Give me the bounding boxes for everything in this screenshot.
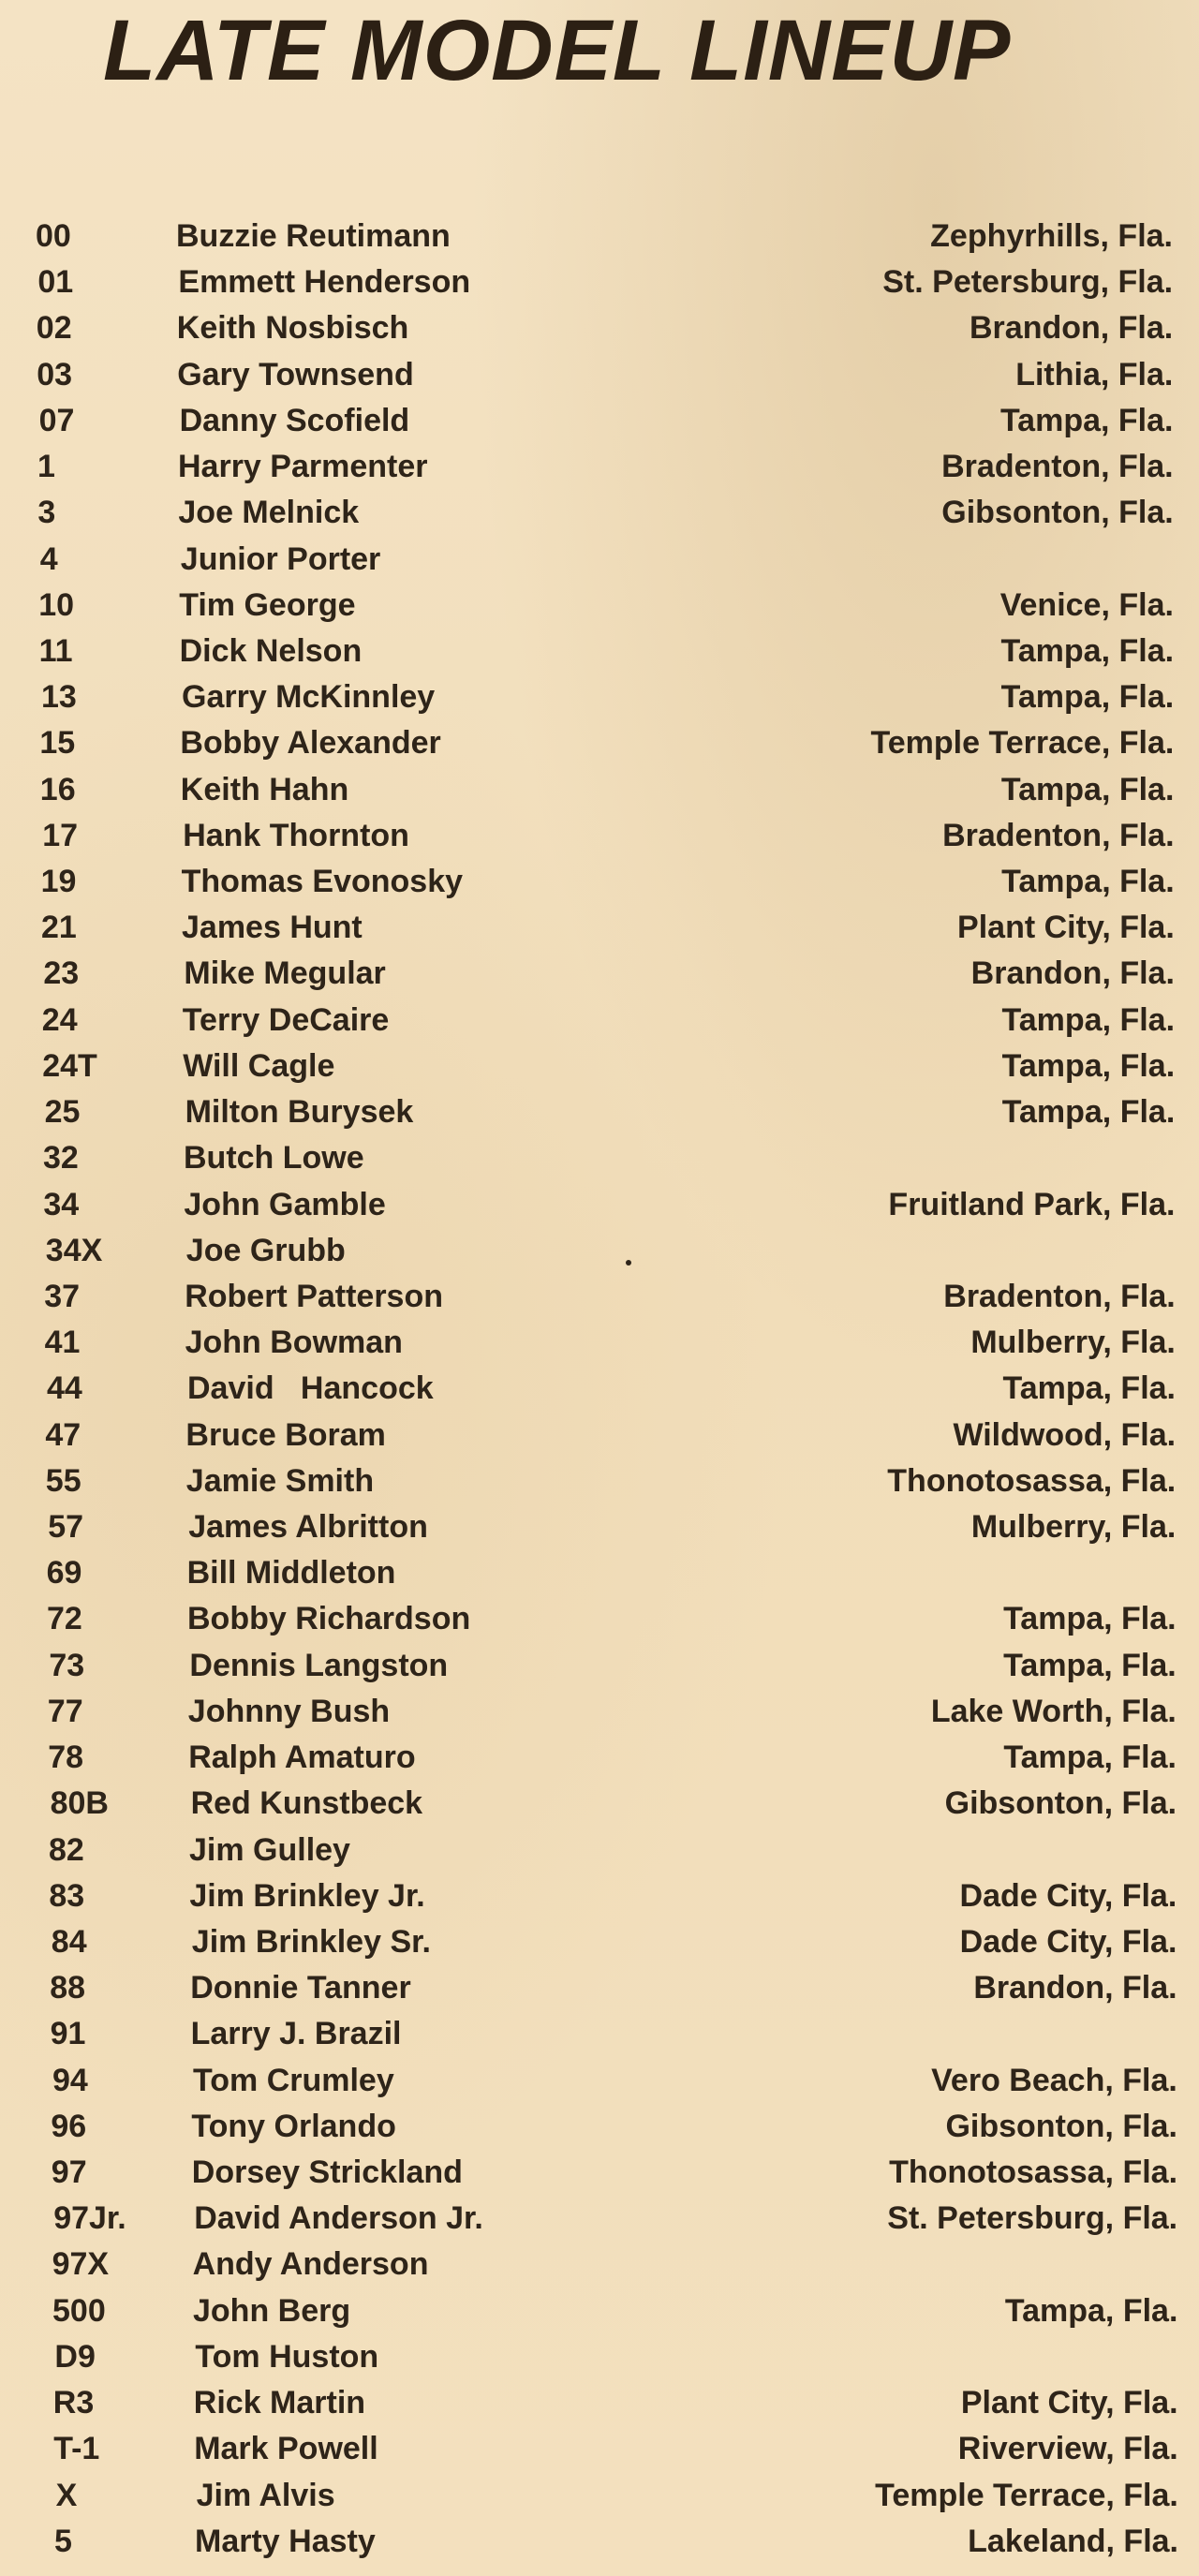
list-item [40, 767, 1175, 812]
hometown: Wildwood, Fla. [953, 1417, 1177, 1453]
car-number: 32 [43, 1140, 79, 1176]
dot-leader [340, 1044, 996, 1088]
driver-name: Dennis Langston [189, 1648, 449, 1683]
driver-name: Dick Nelson [179, 633, 363, 669]
list-item [51, 1781, 1177, 1826]
hometown: Tampa, Fla. [1002, 1370, 1176, 1406]
hometown: Dade City, Fla. [959, 1878, 1177, 1914]
dot-leader [437, 1919, 955, 1964]
list-item [49, 1828, 1177, 1873]
driver-name: Joe Grubb [185, 1233, 346, 1268]
car-number: 17 [42, 818, 79, 853]
list-item [47, 1550, 1177, 1595]
dot-leader [381, 2519, 962, 2564]
driver-name: Jim Alvis [196, 2478, 335, 2513]
dot-leader [392, 1182, 883, 1227]
list-item [52, 1919, 1177, 1964]
dot-leader [468, 859, 996, 904]
hometown: Dade City, Fla. [959, 1924, 1177, 1960]
dot-leader [476, 1596, 998, 1641]
car-number: 00 [36, 218, 71, 254]
driver-name: Keith Hahn [180, 772, 349, 807]
car-number: 77 [47, 1694, 83, 1729]
list-item [49, 1873, 1177, 1918]
dot-leader [402, 2104, 940, 2149]
dot-leader [434, 1504, 966, 1549]
hometown: Bradenton, Fla. [941, 449, 1174, 484]
car-number: 69 [46, 1555, 82, 1591]
driver-name: Garry McKinnley [182, 679, 436, 715]
hometown: Lithia, Fla. [1015, 357, 1174, 392]
driver-name: Robert Patterson [185, 1279, 444, 1314]
car-number: D9 [54, 2339, 96, 2375]
driver-name: Larry J. Brazil [190, 2016, 402, 2051]
hometown: Thonotosassa, Fla. [887, 1463, 1177, 1499]
car-number: 34 [43, 1187, 80, 1222]
list-item [39, 629, 1174, 674]
car-number: X [55, 2478, 78, 2513]
driver-name: James Hunt [182, 910, 363, 945]
driver-name: Buzzie Reutimann [176, 218, 451, 254]
list-item [51, 2104, 1177, 2149]
car-number: 97X [52, 2246, 110, 2282]
list-item [43, 1135, 1175, 1180]
car-number: R3 [52, 2385, 95, 2421]
driver-name: Tom Crumley [193, 2063, 394, 2098]
list-item [52, 2288, 1177, 2333]
list-item [41, 674, 1174, 719]
driver-name: Dorsey Strickland [191, 2154, 463, 2190]
hometown: Lake Worth, Fla. [930, 1694, 1177, 1729]
driver-name: Mark Powell [194, 2431, 378, 2466]
hometown: Brandon, Fla. [970, 955, 1175, 991]
hometown: Tampa, Fla. [1003, 1740, 1177, 1775]
driver-name: Ralph Amaturo [188, 1740, 416, 1775]
car-number: 4 [39, 541, 58, 577]
dot-leader [371, 2380, 955, 2425]
list-item [45, 1320, 1176, 1365]
list-item [41, 905, 1175, 950]
driver-name: Gary Townsend [177, 357, 414, 392]
dot-leader [400, 2058, 925, 2103]
car-number: 83 [49, 1878, 85, 1914]
car-number: 44 [47, 1370, 82, 1406]
list-item [44, 1274, 1176, 1319]
list-item [37, 259, 1173, 304]
driver-name: Keith Nosbisch [176, 310, 409, 346]
list-item [53, 2380, 1178, 2425]
car-number: 78 [48, 1740, 84, 1775]
list-item [36, 214, 1173, 259]
hometown: Temple Terrace, Fla. [875, 2478, 1178, 2513]
lineup-list [0, 214, 1199, 2565]
hometown: Riverview, Fla. [957, 2431, 1178, 2466]
hometown: Gibsonton, Fla. [944, 1785, 1177, 1821]
car-number: T-1 [53, 2431, 100, 2466]
hometown: Plant City, Fla. [957, 910, 1175, 945]
driver-name: Marty Hasty [195, 2524, 376, 2559]
car-number: 80B [50, 1785, 109, 1821]
driver-name: Harry Parmenter [178, 449, 428, 484]
dot-leader [419, 1089, 996, 1134]
driver-name: Red Kunstbeck [190, 1785, 423, 1821]
dot-leader [415, 813, 937, 858]
list-item [45, 1089, 1176, 1134]
list-item [39, 720, 1174, 765]
list-item [42, 813, 1174, 858]
list-item [48, 1735, 1177, 1780]
list-item [37, 305, 1173, 350]
list-item [53, 2426, 1178, 2471]
driver-name: Joe Melnick [178, 495, 360, 530]
list-item [37, 444, 1174, 489]
list-item [54, 2334, 1177, 2379]
list-item [52, 2242, 1178, 2287]
hometown: Tampa, Fla. [1000, 633, 1175, 669]
driver-name: James Albritton [188, 1509, 428, 1545]
car-number: 97 [51, 2154, 87, 2190]
list-item [52, 2058, 1177, 2103]
dot-leader [392, 951, 966, 996]
dot-leader [449, 1274, 938, 1319]
car-number: 15 [39, 725, 76, 761]
driver-name: Andy Anderson [192, 2246, 429, 2282]
car-number: 24 [41, 1002, 78, 1038]
car-number: 21 [41, 910, 77, 945]
dot-leader [428, 1781, 940, 1826]
list-item [52, 2150, 1177, 2195]
dot-leader [394, 998, 996, 1043]
car-number: 55 [45, 1463, 81, 1499]
car-number: 96 [51, 2109, 87, 2144]
hometown: Tampa, Fla. [1003, 1601, 1177, 1636]
hometown: Tampa, Fla. [1001, 1094, 1176, 1130]
dot-leader [447, 720, 866, 765]
list-item [48, 1689, 1177, 1734]
hometown: Thonotosassa, Fla. [889, 2154, 1178, 2190]
car-number: 13 [41, 679, 77, 715]
list-item [47, 1366, 1176, 1411]
car-number: 10 [38, 587, 75, 623]
list-item [49, 1643, 1176, 1688]
list-item [42, 998, 1175, 1043]
driver-name: Mike Megular [184, 955, 386, 991]
driver-name: John Gamble [184, 1187, 386, 1222]
hometown: St. Petersburg, Fla. [882, 264, 1174, 300]
list-item [53, 2196, 1177, 2241]
dot-leader [408, 1320, 965, 1365]
driver-name: Hank Thornton [183, 818, 409, 853]
list-item [43, 951, 1175, 996]
dot-leader [431, 1873, 955, 1918]
hometown: Tampa, Fla. [1000, 772, 1175, 807]
driver-name: Bruce Boram [185, 1417, 386, 1453]
hometown: Lakeland, Fla. [968, 2524, 1178, 2559]
driver-name: Emmett Henderson [178, 264, 471, 300]
dot-leader [395, 1689, 925, 1734]
dot-leader [384, 2426, 953, 2471]
driver-name: Milton Burysek [185, 1094, 414, 1130]
list-item [50, 1965, 1177, 2010]
dot-leader [415, 398, 995, 443]
dot-leader [362, 583, 995, 628]
car-number: 72 [47, 1601, 82, 1636]
car-number: 16 [39, 772, 76, 807]
car-number: 73 [49, 1648, 85, 1683]
hometown: Bradenton, Fla. [942, 818, 1175, 853]
print-speck [626, 1260, 631, 1266]
car-number: 23 [43, 955, 80, 991]
dot-leader [392, 1413, 948, 1458]
dot-leader [368, 905, 952, 950]
car-number: 1 [37, 449, 55, 484]
dot-leader [433, 444, 936, 489]
dot-leader [456, 214, 925, 259]
car-number: 97Jr. [53, 2200, 126, 2236]
list-item [47, 1596, 1177, 1641]
hometown: Venice, Fla. [999, 587, 1174, 623]
list-item [41, 859, 1175, 904]
hometown: Vero Beach, Fla. [931, 2063, 1177, 2098]
car-number: 84 [51, 1924, 87, 1960]
car-number: 91 [50, 2016, 86, 2051]
dot-leader [367, 629, 995, 674]
dot-leader [422, 1735, 999, 1780]
hometown: Mulberry, Fla. [970, 1509, 1177, 1545]
car-number: 41 [44, 1325, 81, 1360]
list-item [51, 2011, 1177, 2056]
hometown: Brandon, Fla. [973, 1970, 1177, 2006]
car-number: 02 [36, 310, 72, 346]
dot-leader [439, 1366, 998, 1411]
hometown: Temple Terrace, Fla. [870, 725, 1175, 761]
driver-name: Jim Gulley [189, 1832, 350, 1868]
list-item [46, 1458, 1176, 1503]
driver-name: Thomas Evonosky [181, 864, 464, 899]
hometown: Gibsonton, Fla. [945, 2109, 1177, 2144]
driver-name: Rick Martin [193, 2385, 366, 2421]
car-number: 82 [49, 1832, 84, 1868]
dot-leader [341, 2473, 869, 2518]
driver-name: Bobby Alexander [180, 725, 441, 761]
list-item [39, 398, 1174, 443]
hometown: Tampa, Fla. [1004, 2293, 1178, 2329]
dot-leader [476, 259, 877, 304]
dot-leader [364, 490, 936, 535]
hometown: Tampa, Fla. [1003, 1648, 1177, 1683]
car-number: 3 [37, 495, 56, 530]
car-number: 34X [45, 1233, 103, 1268]
driver-name: Jim Brinkley Jr. [189, 1878, 425, 1914]
driver-name: John Bowman [185, 1325, 403, 1360]
hometown: Mulberry, Fla. [970, 1325, 1176, 1360]
hometown: Zephyrhills, Fla. [930, 218, 1173, 254]
car-number: 57 [48, 1509, 84, 1545]
list-item [54, 2519, 1178, 2564]
hometown: Gibsonton, Fla. [941, 495, 1174, 530]
hometown: Brandon, Fla. [970, 310, 1174, 346]
driver-name: Bill Middleton [186, 1555, 396, 1591]
dot-leader [379, 1458, 881, 1503]
car-number: 24T [42, 1048, 97, 1084]
driver-name: Jim Brinkley Sr. [191, 1924, 431, 1960]
hometown: Tampa, Fla. [1001, 864, 1175, 899]
car-number: 37 [44, 1279, 81, 1314]
car-number: 25 [44, 1094, 81, 1130]
dot-leader [356, 2288, 999, 2333]
driver-name: Bobby Richardson [187, 1601, 471, 1636]
list-item [45, 1413, 1176, 1458]
list-item [38, 583, 1174, 628]
hometown: Tampa, Fla. [1001, 1048, 1176, 1084]
driver-name: Donnie Tanner [190, 1970, 411, 2006]
page-title: LATE MODEL LINEUP [103, 3, 1012, 98]
driver-name: David Hancock [187, 1370, 434, 1406]
driver-name: Butch Lowe [184, 1140, 364, 1176]
car-number: 500 [52, 2293, 106, 2329]
driver-name: Danny Scofield [179, 403, 410, 438]
car-number: 07 [38, 403, 75, 438]
car-number: 88 [50, 1970, 86, 2006]
dot-leader [420, 352, 1011, 397]
dot-leader [468, 2150, 883, 2195]
dot-leader [440, 674, 995, 719]
hometown: Bradenton, Fla. [943, 1279, 1176, 1314]
driver-name: Junior Porter [180, 541, 381, 577]
list-item [48, 1504, 1176, 1549]
hometown: Fruitland Park, Fla. [888, 1187, 1176, 1222]
list-item [40, 537, 1174, 582]
dot-leader [354, 767, 996, 812]
car-number: 5 [54, 2524, 72, 2559]
driver-name: John Berg [193, 2293, 351, 2329]
car-number: 11 [38, 633, 73, 669]
car-number: 47 [45, 1417, 81, 1453]
driver-name: Terry DeCaire [182, 1002, 390, 1038]
driver-name: Tom Huston [195, 2339, 379, 2375]
car-number: 01 [37, 264, 74, 300]
dot-leader [417, 1965, 969, 2010]
dot-leader [414, 305, 964, 350]
car-number: 19 [40, 864, 77, 899]
car-number: 94 [52, 2063, 88, 2098]
list-item [56, 2473, 1178, 2518]
list-item [46, 1228, 1176, 1273]
driver-name: Tim George [179, 587, 356, 623]
dot-leader [453, 1643, 998, 1688]
driver-name: Tony Orlando [191, 2109, 396, 2144]
list-item [42, 1044, 1175, 1088]
car-number: 03 [37, 357, 73, 392]
list-item [43, 1182, 1175, 1227]
hometown: Tampa, Fla. [1000, 679, 1175, 715]
hometown: Tampa, Fla. [999, 403, 1174, 438]
list-item [37, 352, 1173, 397]
driver-name: Johnny Bush [187, 1694, 391, 1729]
driver-name: Will Cagle [183, 1048, 335, 1084]
dot-leader [489, 2196, 881, 2241]
driver-name: Jamie Smith [185, 1463, 375, 1499]
driver-name: David Anderson Jr. [194, 2200, 483, 2236]
hometown: Plant City, Fla. [960, 2385, 1178, 2421]
hometown: Tampa, Fla. [1001, 1002, 1176, 1038]
list-item [37, 490, 1173, 535]
hometown: St. Petersburg, Fla. [887, 2200, 1178, 2236]
